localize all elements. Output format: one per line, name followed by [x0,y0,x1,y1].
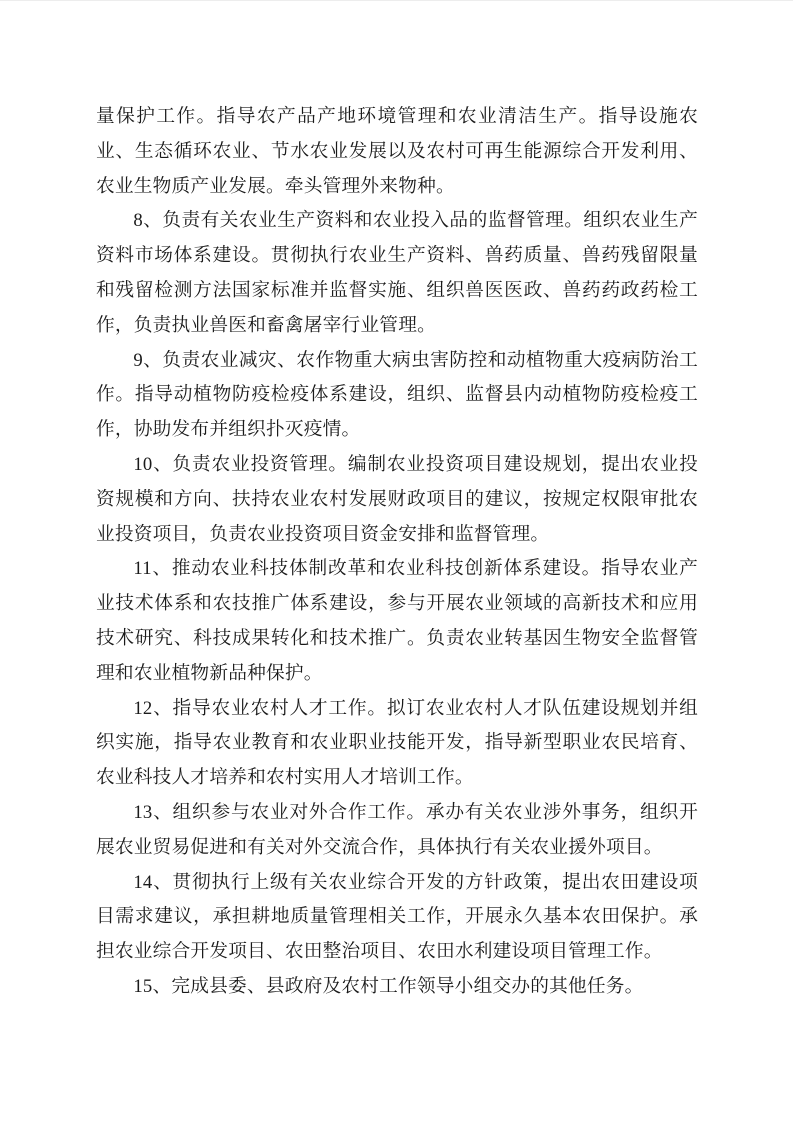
paragraph-item-14: 14、贯彻执行上级有关农业综合开发的方针政策，提出农田建设项目需求建议，承担耕地质量管理相关工作，开展永久基本农田保护。承担农业综合开发项目、农田整治项目、农田水利建设项目管理工作。 [96,871,698,963]
paragraph-item-11: 11、推动农业科技体制改革和农业科技创新体系建设。指导农业产业技术体系和农技推广体系建设，参与开展农业领域的高新技术和应用技术研究、科技成果转化和技术推广。负责农业转基因生物安全监督管理和农业植物新品种保护。 [96,558,698,684]
paragraph-item-15: 15、完成县委、县政府及农村工作领导小组交办的其他任务。 [133,975,644,997]
paragraph-item-12: 12、指导农业农村人才工作。拟订农业农村人才队伍建设规划并组织实施，指导农业教育和农业职业技能开发，指导新型职业农民培育、农业科技人才培养和农村实用人才培训工作。 [96,697,698,789]
paragraph-continuation: 量保护工作。指导农产品产地环境管理和农业清洁生产。指导设施农业、生态循环农业、节水农业发展以及农村可再生能源综合开发利用、农业生物质产业发展。牵头管理外来物种。 [96,106,698,197]
document-body [96,100,698,1005]
paragraph-item-8: 8、负责有关农业生产资料和农业投入品的监督管理。组织农业生产资料市场体系建设。贯彻执行农业生产资料、兽药质量、兽药残留限量和残留检测方法国家标准并监督实施、组织兽医医政、兽药药政药检工作，负责执业兽医和畜禽屠宰行业管理。 [96,210,698,336]
paragraph-item-13: 13、组织参与农业对外合作工作。承办有关农业涉外事务，组织开展农业贸易促进和有关对外交流合作，具体执行有关农业援外项目。 [96,801,698,858]
paragraph-item-10: 10、负责农业投资管理。编制农业投资项目建设规划，提出农业投资规模和方向、扶持农业农村发展财政项目的建议，按规定权限审批农业投资项目，负责农业投资项目资金安排和监督管理。 [96,453,698,545]
paragraph-item-9: 9、负责农业减灾、农作物重大病虫害防控和动植物重大疫病防治工作。指导动植物防疫检疫体系建设，组织、监督县内动植物防疫检疫工作，协助发布并组织扑灭疫情。 [96,349,698,441]
